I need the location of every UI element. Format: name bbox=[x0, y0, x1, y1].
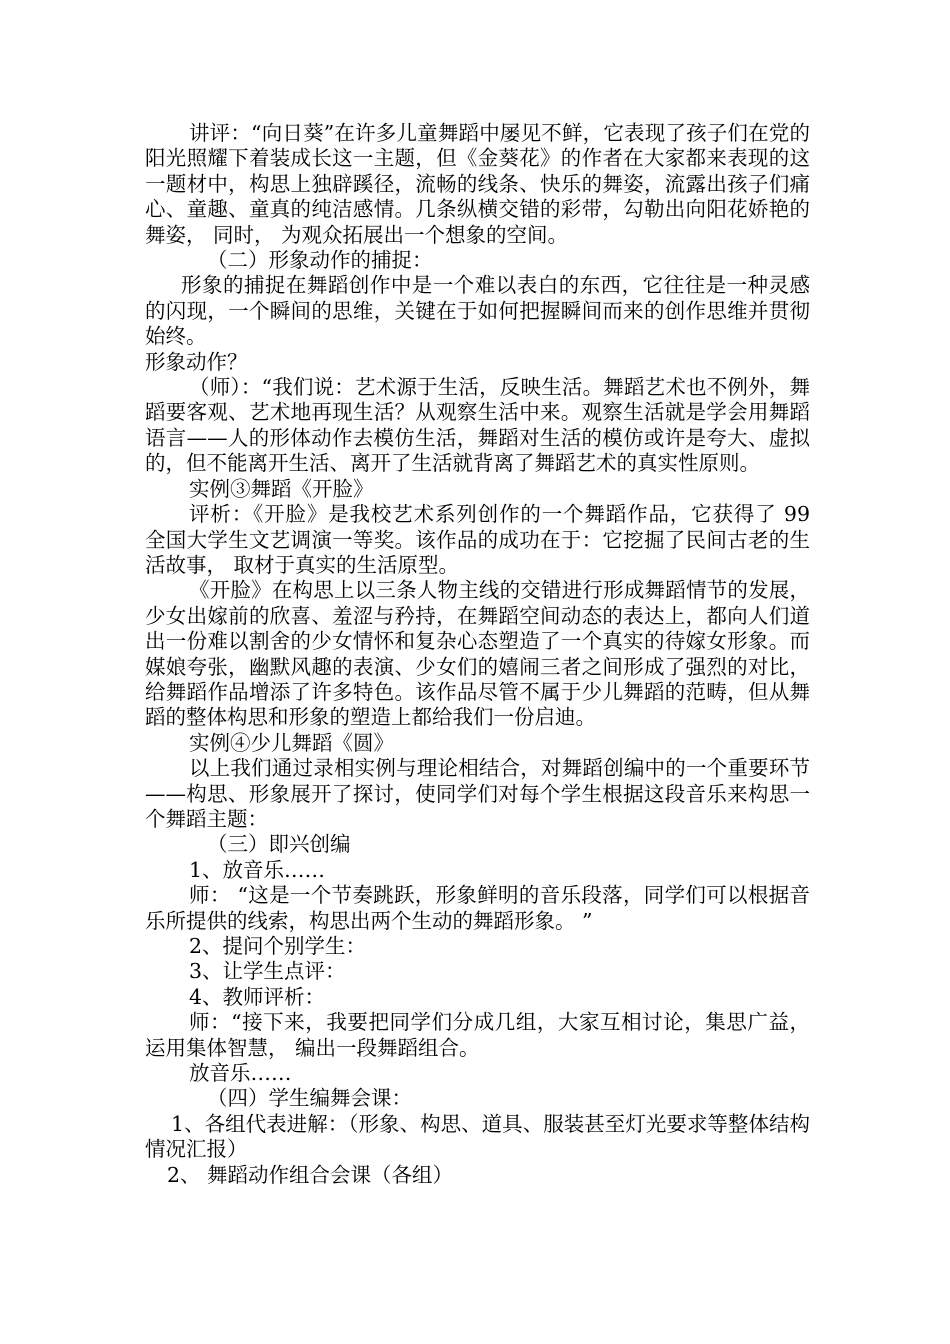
section-heading-2: （二）形象动作的捕捉： bbox=[207, 248, 433, 273]
paragraph-teacher-3: 师：“接下来，我要把同学们分成几组，大家互相讨论，集思广益，运用集体智慧， 编出一段舞蹈组合。 bbox=[145, 1010, 810, 1060]
paragraph-analysis: 评析：《开脸》是我校艺术系列创作的一个舞蹈作品，它获得了 99 全国大学生文艺调演一等奖。该作品的成功在于：它挖掘了民间古老的生活故事， 取材于真实的生活原型。 bbox=[145, 502, 810, 577]
paragraph-kailian: 《开脸》在构思上以三条人物主线的交错进行形成舞蹈情节的发展，少女出嫁前的欣喜、羞涩与矜持，在舞蹈空间动态的表达上，都向人们道出一份难以割舍的少女情怀和复杂心态塑造了一个真实的待嫁女形象。而媒娘夸张，幽默风趣的表演、少女们的嬉闹三者之间形成了强烈的对比，给舞蹈作品增添了许多特色。该作品尽管不属于少儿舞蹈的范畴，但从舞蹈的整体构思和形象的塑造上都给我们一份启迪。 bbox=[145, 578, 810, 730]
paragraph-teacher-2: 师： “这是一个节奏跳跃，形象鲜明的音乐段落，同学们可以根据音乐所提供的线索，构思出两个生动的舞蹈形象。 ” bbox=[145, 883, 810, 933]
paragraph-question: 形象动作？ bbox=[145, 349, 248, 374]
document-body bbox=[145, 121, 810, 1188]
paragraph-teacher-1: （师）：“我们说：艺术源于生活，反映生活。舞蹈艺术也不例外，舞蹈要客观、艺术地再现生活？从观察生活中来。观察生活就是学会用舞蹈语言——人的形体动作去模仿生活，舞蹈对生活的模仿或许是夸大、虚拟的，但不能离开生活、离开了生活就背离了舞蹈艺术的真实性原则。 bbox=[145, 375, 810, 476]
step-2: 2、提问个别学生： bbox=[189, 934, 367, 958]
step-4: 4、教师评析： bbox=[189, 984, 326, 1009]
step-1: 1、放音乐…… bbox=[189, 857, 326, 882]
section-heading-4: （四）学生编舞会课： bbox=[207, 1086, 412, 1111]
group-item-2: 2、 舞蹈动作组合会课（各组） bbox=[167, 1162, 454, 1187]
paragraph-image-capture: 形象的捕捉在舞蹈创作中是一个难以表白的东西，它往往是一种灵感的闪现，一个瞬间的思维，关键在于如何把握瞬间而来的创作思维并贯彻始终。 bbox=[145, 273, 810, 349]
example-4-title: 实例④少儿舞蹈《圆》 bbox=[189, 730, 394, 755]
play-music: 放音乐…… bbox=[189, 1061, 292, 1086]
step-3: 3、让学生点评： bbox=[189, 959, 346, 984]
section-heading-3: （三）即兴创编 bbox=[207, 832, 351, 857]
paragraph-summary: 以上我们通过录相实例与理论相结合，对舞蹈创编中的一个重要环节——构思、形象展开了探讨，使同学们对每个学生根据这段音乐来构思一个舞蹈主题： bbox=[145, 756, 810, 831]
group-item-1: 1、各组代表进解：（形象、构思、道具、服装甚至灯光要求等整体结构情况汇报） bbox=[145, 1111, 810, 1162]
paragraph-commentary: 讲评：“向日葵”在许多儿童舞蹈中屡见不鲜，它表现了孩子们在党的阳光照耀下着装成长这一主题，但《金葵花》的作者在大家都来表现的这一题材中，构思上独辟蹊径，流畅的线条、快乐的舞姿，流露出孩子们痛心、童趣、童真的纯洁感情。几条纵横交错的彩带，勾勒出向阳花娇艳的舞姿， 同时， 为观众拓展出一个想象的空间。 bbox=[145, 121, 810, 247]
example-3-title: 实例③舞蹈《开脸》 bbox=[189, 476, 374, 501]
